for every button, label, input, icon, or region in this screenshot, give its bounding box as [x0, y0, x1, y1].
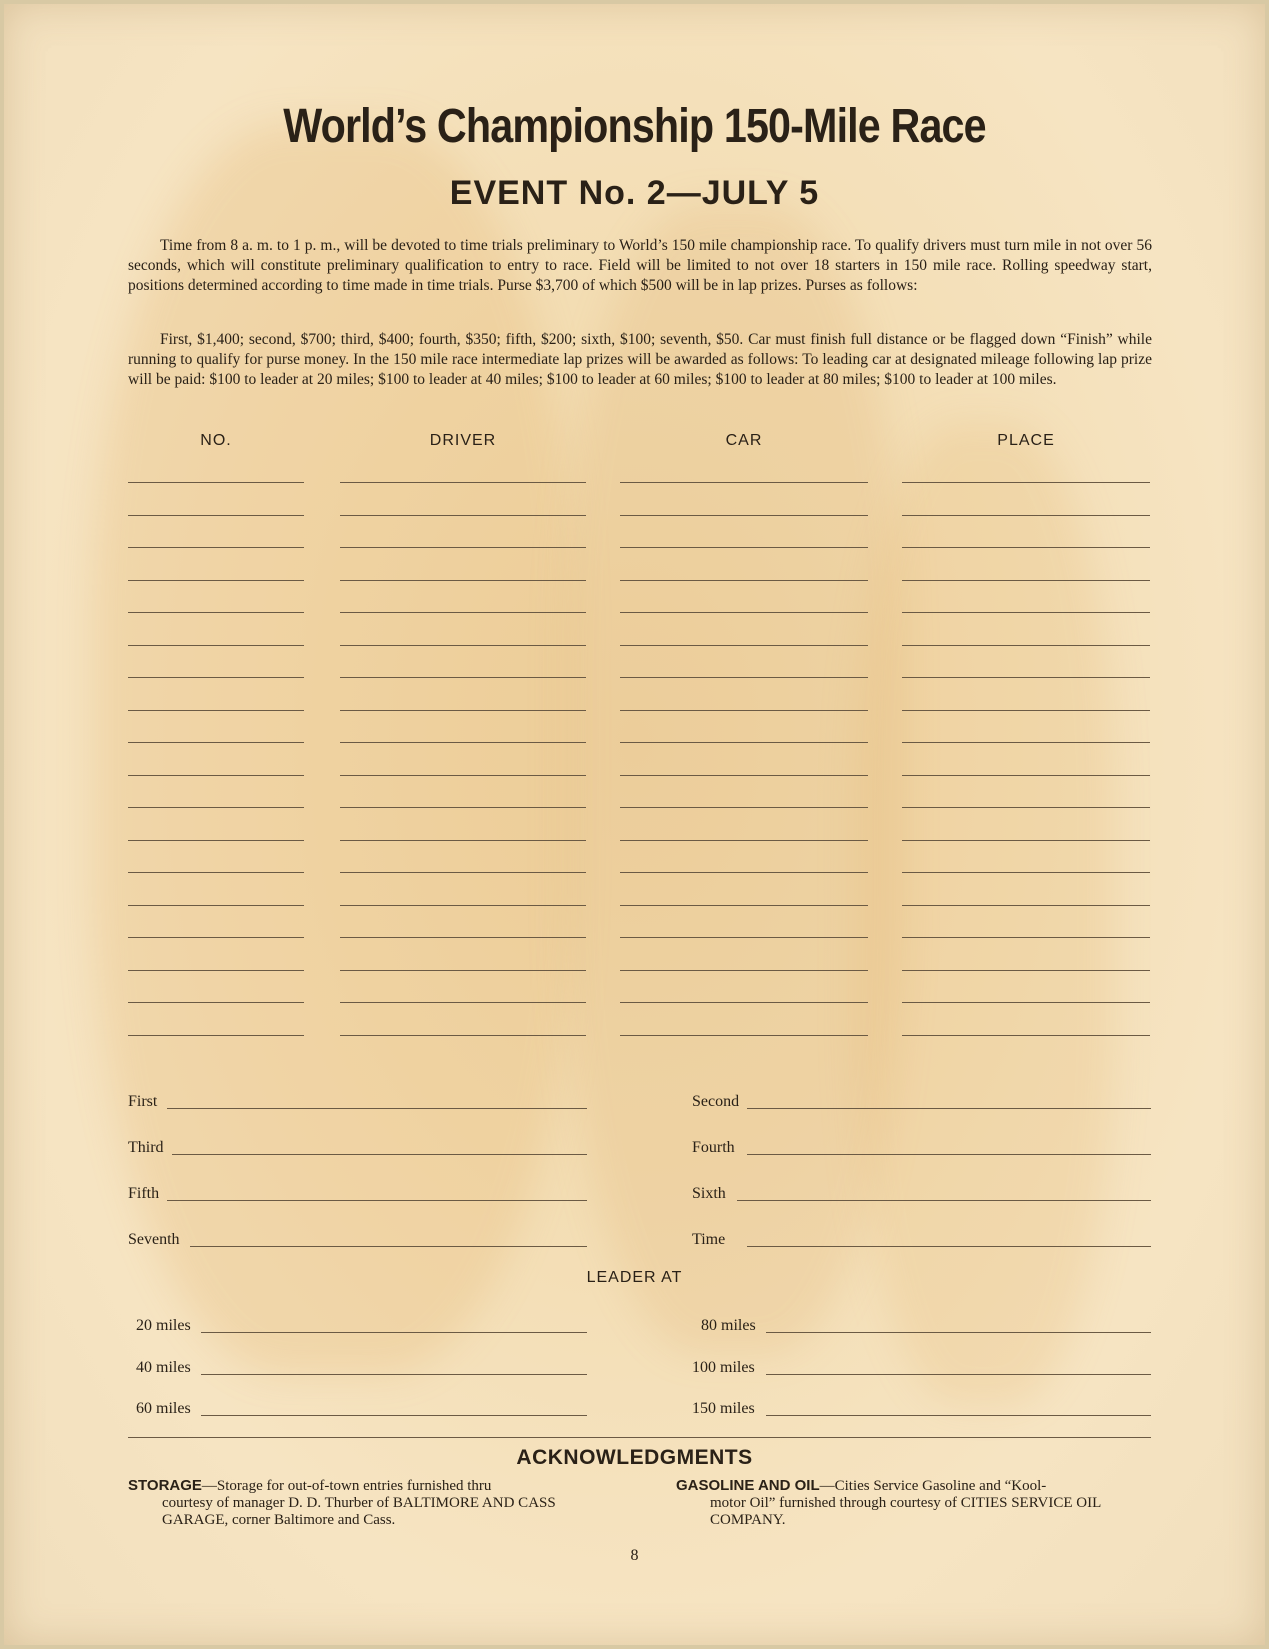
entry-line-driver[interactable] — [340, 677, 586, 678]
entry-line-driver[interactable] — [340, 937, 586, 938]
entry-line-driver[interactable] — [340, 1002, 586, 1003]
entry-line-car[interactable] — [620, 905, 868, 906]
leader-80-field[interactable] — [766, 1332, 1151, 1333]
entry-line-driver[interactable] — [340, 482, 586, 483]
seventh-label: Seventh — [128, 1231, 180, 1248]
entry-line-car[interactable] — [620, 807, 868, 808]
entry-line-car[interactable] — [620, 742, 868, 743]
entry-line-no[interactable] — [128, 1035, 304, 1036]
fourth-field[interactable] — [747, 1154, 1151, 1155]
entry-line-car[interactable] — [620, 1002, 868, 1003]
entry-line-place[interactable] — [902, 872, 1150, 873]
leader-60-field[interactable] — [201, 1415, 587, 1416]
ack-storage-lead: STORAGE — [128, 1477, 202, 1494]
ack-gas-cont: motor Oil” furnished through courtesy of CITIES SERVICE OIL COMPANY. — [710, 1495, 1101, 1528]
entry-line-place[interactable] — [902, 742, 1150, 743]
ack-gasoline — [676, 1477, 1156, 1529]
leader-150-label: 150 miles — [692, 1400, 755, 1417]
entry-line-car[interactable] — [620, 645, 868, 646]
entry-line-place[interactable] — [902, 937, 1150, 938]
entry-line-car[interactable] — [620, 612, 868, 613]
leader-100-field[interactable] — [766, 1374, 1151, 1375]
first-label: First — [128, 1093, 158, 1110]
entry-line-no[interactable] — [128, 775, 304, 776]
third-label: Third — [128, 1139, 164, 1156]
entry-line-driver[interactable] — [340, 970, 586, 971]
entry-line-no[interactable] — [128, 677, 304, 678]
entry-line-driver[interactable] — [340, 807, 586, 808]
entry-line-driver[interactable] — [340, 905, 586, 906]
second-field[interactable] — [747, 1108, 1151, 1109]
intro-paragraph-2: First, $1,400; second, $700; third, $400; fourth, $350; fifth, $200; sixth, $100; seventh, $50. Car must finish full distance or be flagged down “Finish” while running to qualify for purse money. In the 150 mile race intermediate lap prizes will be awarded as follows: To leading car at designated mileage following lap prize will be paid: $100 to leader at 20 miles; $100 to leader at 40 miles; $100 to leader at 60 miles; $100 to leader at 80 miles; $100 to leader at 100 miles. — [128, 331, 1152, 388]
entry-line-driver[interactable] — [340, 710, 586, 711]
entry-line-no[interactable] — [128, 905, 304, 906]
entry-line-driver[interactable] — [340, 547, 586, 548]
entry-line-car[interactable] — [620, 482, 868, 483]
water-stain — [854, 424, 1114, 1404]
ack-storage-text: —Storage for out-of-town entries furnished thru — [201, 1478, 492, 1494]
time-field[interactable] — [747, 1246, 1151, 1247]
entry-line-car[interactable] — [620, 840, 868, 841]
entry-line-car[interactable] — [620, 580, 868, 581]
entry-line-car[interactable] — [620, 677, 868, 678]
column-header-car: CAR — [725, 432, 763, 449]
entry-line-place[interactable] — [902, 612, 1150, 613]
leader-20-field[interactable] — [201, 1332, 587, 1333]
entry-line-car[interactable] — [620, 872, 868, 873]
entry-line-place[interactable] — [902, 840, 1150, 841]
column-header-place: PLACE — [997, 432, 1055, 449]
entry-line-no[interactable] — [128, 1002, 304, 1003]
entry-line-car[interactable] — [620, 547, 868, 548]
entry-line-driver[interactable] — [340, 580, 586, 581]
leader-100-label: 100 miles — [692, 1359, 755, 1376]
entry-line-no[interactable] — [128, 872, 304, 873]
leader-60-label: 60 miles — [136, 1400, 191, 1417]
entry-line-place[interactable] — [902, 905, 1150, 906]
entry-line-no[interactable] — [128, 807, 304, 808]
entry-line-no[interactable] — [128, 612, 304, 613]
fourth-label: Fourth — [692, 1139, 735, 1156]
entry-line-driver[interactable] — [340, 1035, 586, 1036]
entry-line-place[interactable] — [902, 1002, 1150, 1003]
fifth-label: Fifth — [128, 1185, 160, 1202]
entry-line-place[interactable] — [902, 645, 1150, 646]
program-page — [4, 4, 1265, 1645]
entry-line-place[interactable] — [902, 482, 1150, 483]
leader-40-label: 40 miles — [136, 1359, 191, 1376]
leader-80-label: 80 miles — [701, 1317, 756, 1334]
entry-line-place[interactable] — [902, 710, 1150, 711]
entry-line-place[interactable] — [902, 970, 1150, 971]
page-title: World’s Championship 150-Mile Race — [283, 100, 986, 153]
entry-line-driver[interactable] — [340, 645, 586, 646]
entry-line-driver[interactable] — [340, 775, 586, 776]
leader-40-field[interactable] — [201, 1374, 587, 1375]
entry-line-place[interactable] — [902, 580, 1150, 581]
entry-line-no[interactable] — [128, 547, 304, 548]
leader-20-label: 20 miles — [136, 1317, 191, 1334]
entry-line-car[interactable] — [620, 710, 868, 711]
entry-line-driver[interactable] — [340, 612, 586, 613]
acknowledgments-heading: ACKNOWLEDGMENTS — [516, 1446, 753, 1469]
entry-line-no[interactable] — [128, 645, 304, 646]
event-subtitle: EVENT No. 2—JULY 5 — [449, 174, 820, 212]
water-stain — [94, 124, 574, 1374]
entry-line-car[interactable] — [620, 1035, 868, 1036]
second-label: Second — [692, 1093, 740, 1110]
page-number: 8 — [630, 1547, 639, 1564]
entry-line-no[interactable] — [128, 742, 304, 743]
entry-line-car[interactable] — [620, 970, 868, 971]
entry-line-driver[interactable] — [340, 872, 586, 873]
entry-line-no[interactable] — [128, 970, 304, 971]
section-divider — [128, 1437, 1151, 1438]
column-header-driver: DRIVER — [429, 432, 497, 449]
entry-line-no[interactable] — [128, 710, 304, 711]
leader-at-heading: LEADER AT — [586, 1269, 683, 1286]
entry-line-no[interactable] — [128, 515, 304, 516]
ack-storage-cont: courtesy of manager D. D. Thurber of BALTIMORE AND CASS GARAGE, corner Baltimore and Cass. — [162, 1495, 556, 1528]
fifth-field[interactable] — [167, 1200, 587, 1201]
entry-line-no[interactable] — [128, 482, 304, 483]
third-field[interactable] — [172, 1154, 587, 1155]
sixth-field[interactable] — [737, 1200, 1151, 1201]
seventh-field[interactable] — [190, 1246, 587, 1247]
entry-line-car[interactable] — [620, 775, 868, 776]
entry-line-driver[interactable] — [340, 840, 586, 841]
entry-line-place[interactable] — [902, 515, 1150, 516]
entry-line-no[interactable] — [128, 937, 304, 938]
time-label: Time — [692, 1231, 726, 1248]
entry-line-car[interactable] — [620, 937, 868, 938]
first-field[interactable] — [167, 1108, 587, 1109]
entry-line-no[interactable] — [128, 580, 304, 581]
entry-line-car[interactable] — [620, 515, 868, 516]
entry-line-driver[interactable] — [340, 515, 586, 516]
entry-line-place[interactable] — [902, 775, 1150, 776]
ack-storage — [128, 1477, 608, 1529]
column-header-no: NO. — [200, 432, 232, 449]
entry-line-place[interactable] — [902, 1035, 1150, 1036]
entry-line-place[interactable] — [902, 807, 1150, 808]
leader-150-field[interactable] — [766, 1415, 1151, 1416]
intro-paragraph-1: Time from 8 a. m. to 1 p. m., will be devoted to time trials preliminary to World’s 150 mile championship race. To qualify drivers must turn mile in not over 56 seconds, which will constitute preliminary qualification to entry to race. Field will be limited to not over 18 starters in 150 mile race. Rolling speedway start, positions determined according to time made in time trials. Purse $3,700 of which $500 will be in lap prizes. Purses as follows: — [128, 237, 1152, 294]
entry-line-place[interactable] — [902, 547, 1150, 548]
sixth-label: Sixth — [692, 1185, 726, 1202]
ack-gas-text: —Cities Service Gasoline and “Kool- — [819, 1478, 1047, 1494]
entry-line-place[interactable] — [902, 677, 1150, 678]
ack-gas-lead: GASOLINE AND OIL — [676, 1477, 820, 1494]
entry-line-driver[interactable] — [340, 742, 586, 743]
entry-line-no[interactable] — [128, 840, 304, 841]
